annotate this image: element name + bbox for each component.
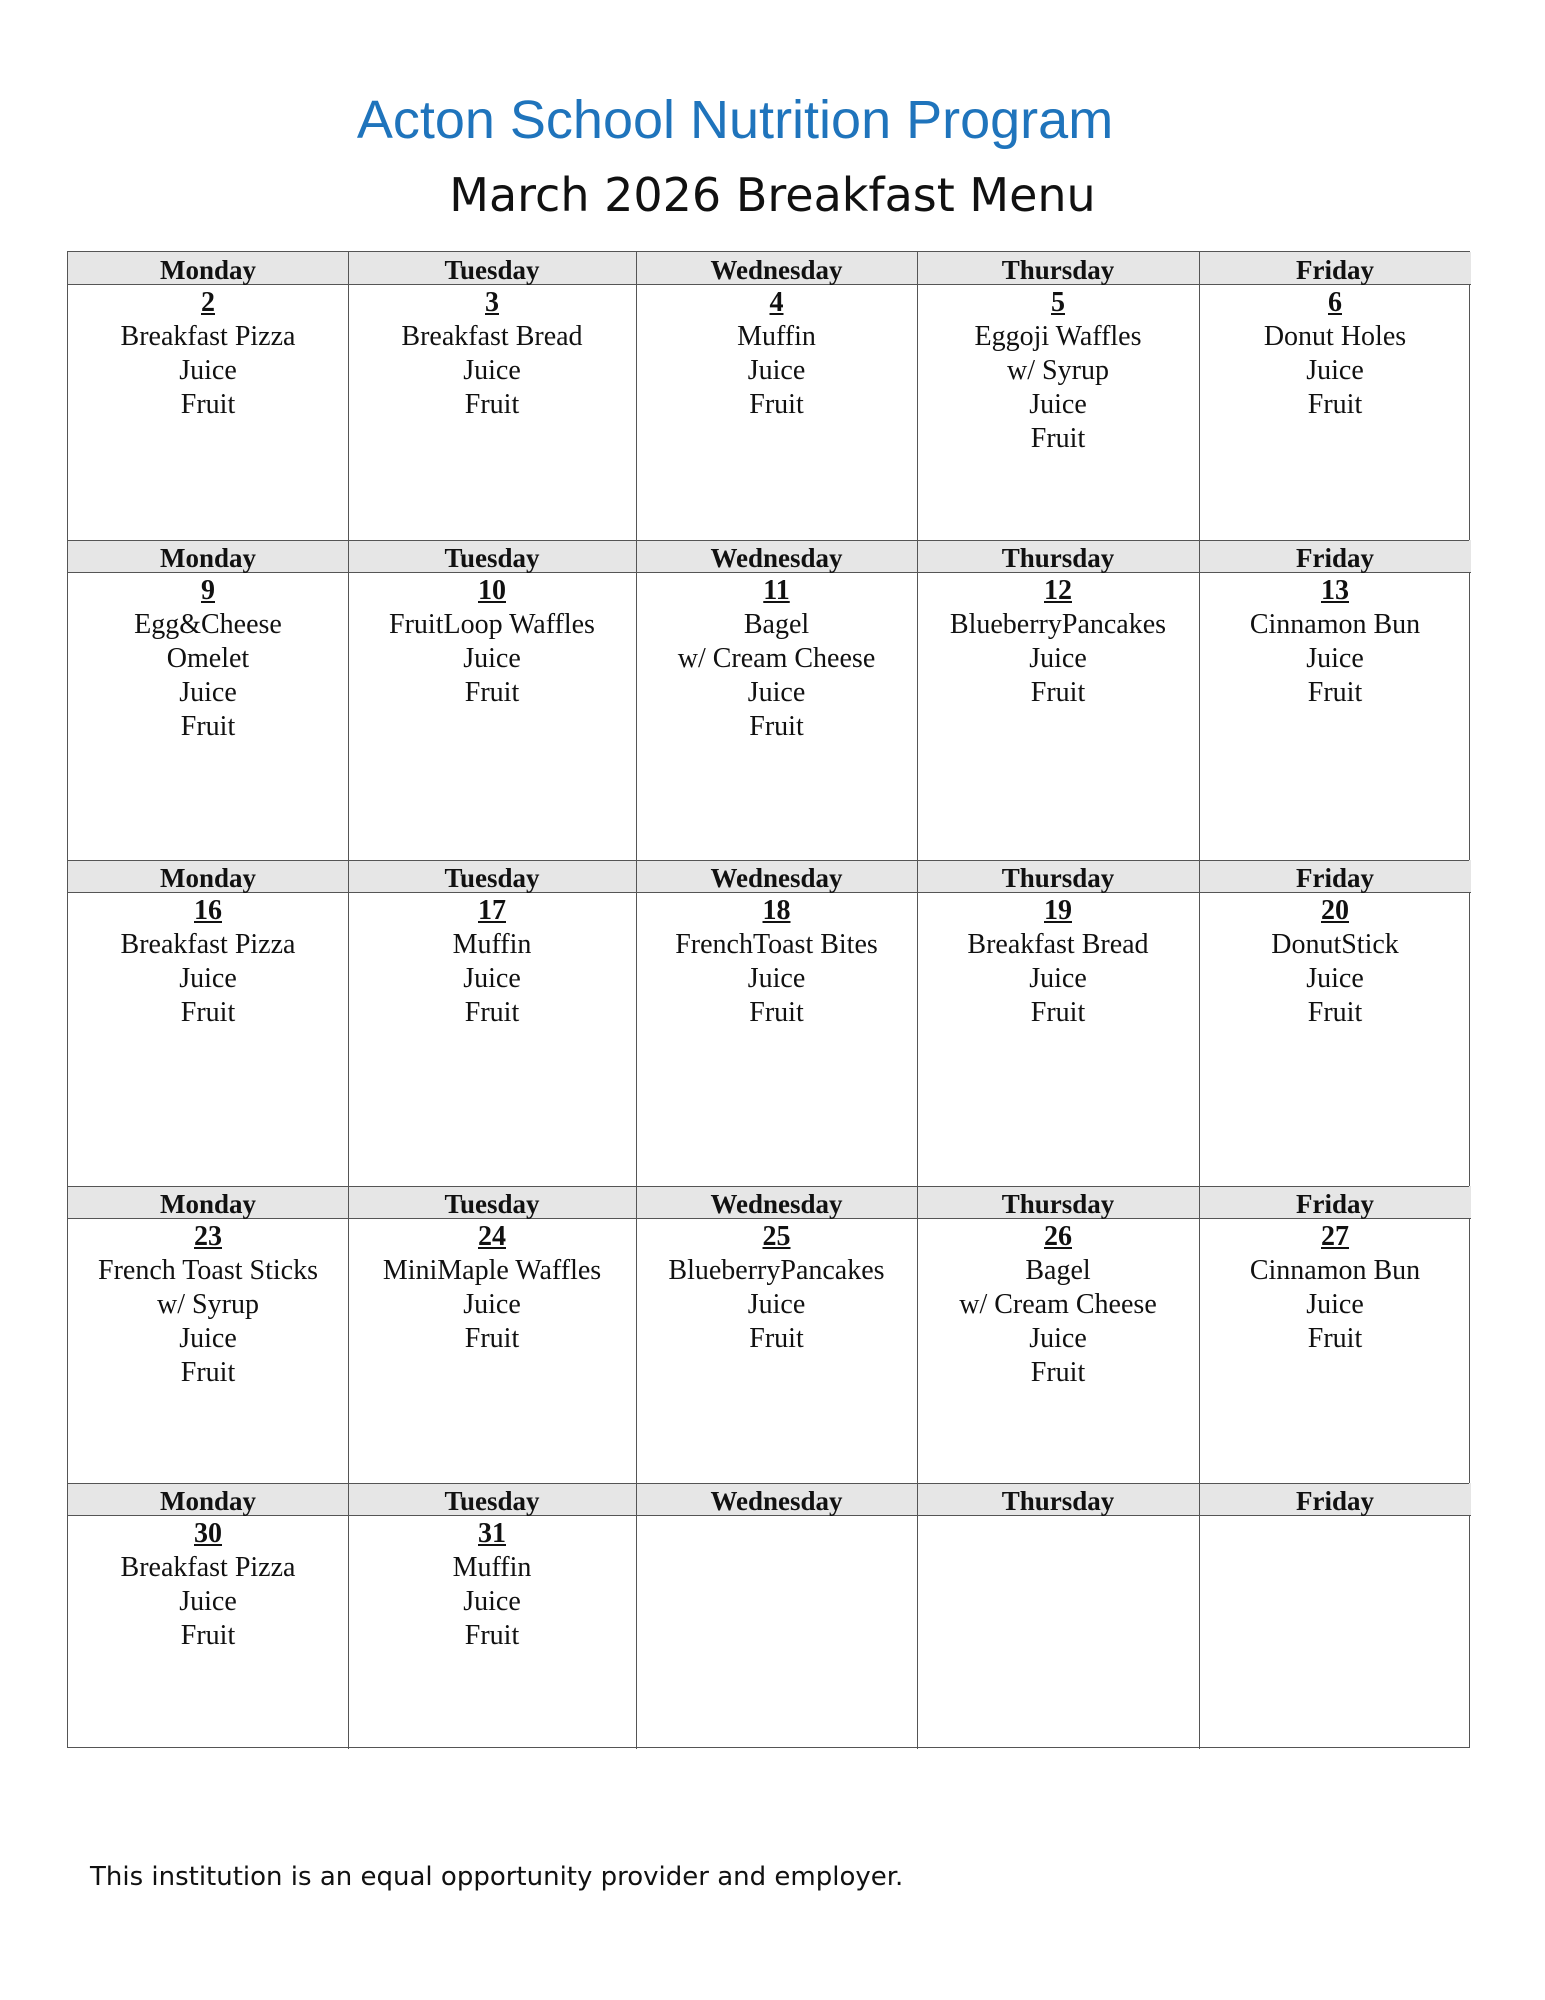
day-cell <box>636 285 917 540</box>
day-cell <box>1199 285 1471 540</box>
program-title: Acton School Nutrition Program <box>356 90 1114 150</box>
day-cell <box>917 285 1199 540</box>
week-row <box>68 1483 1469 1749</box>
day-header: Tuesday <box>348 1186 636 1219</box>
day-cell <box>1199 1219 1471 1483</box>
day-date: 18 <box>762 895 791 926</box>
menu-item: Juice <box>1306 355 1364 386</box>
day-date: 4 <box>769 287 784 318</box>
day-header: Friday <box>1199 1483 1471 1516</box>
menu-item: Breakfast Pizza <box>120 321 296 352</box>
column-divider <box>348 1483 349 1749</box>
day-date: 13 <box>1321 575 1349 606</box>
day-date: 6 <box>1328 287 1342 318</box>
menu-item: DonutStick <box>1271 929 1399 960</box>
column-divider <box>348 1186 349 1483</box>
day-header: Monday <box>68 1483 348 1516</box>
day-header: Tuesday <box>348 540 636 573</box>
menu-item: Fruit <box>749 997 804 1028</box>
menu-item: Donut Holes <box>1263 321 1407 352</box>
menu-item: Fruit <box>464 1620 520 1651</box>
row-divider <box>68 1483 1469 1484</box>
menu-item: Juice <box>463 1289 521 1320</box>
menu-item: Fruit <box>180 997 236 1028</box>
menu-item: Cinnamon Bun <box>1249 1255 1421 1286</box>
day-cell <box>348 1219 636 1483</box>
menu-item: Juice <box>179 1586 237 1617</box>
column-divider <box>1199 1483 1200 1749</box>
menu-item: Fruit <box>1030 997 1086 1028</box>
day-cell <box>917 893 1199 1186</box>
column-divider <box>1199 252 1200 540</box>
menu-item: w/ Syrup <box>1007 355 1109 386</box>
day-date: 5 <box>1051 287 1065 318</box>
day-cell <box>917 1516 1199 1749</box>
menu-item: Omelet <box>166 643 250 674</box>
menu-item: Juice <box>1306 963 1364 994</box>
day-header: Thursday <box>917 1483 1199 1516</box>
day-header: Wednesday <box>636 860 917 893</box>
day-cell <box>636 1516 917 1749</box>
day-cell <box>636 893 917 1186</box>
menu-item: MiniMaple Waffles <box>382 1255 602 1286</box>
day-date: 12 <box>1044 575 1072 606</box>
day-cell <box>917 1219 1199 1483</box>
day-date: 20 <box>1321 895 1349 926</box>
day-cell <box>917 573 1199 860</box>
day-cell <box>636 1219 917 1483</box>
menu-item: BlueberryPancakes <box>949 609 1167 640</box>
menu-item: Juice <box>179 963 237 994</box>
menu-item: Juice <box>747 677 806 708</box>
menu-item: Eggoji Waffles <box>974 321 1142 352</box>
column-divider <box>917 540 918 860</box>
day-cell <box>68 1516 348 1749</box>
day-header: Wednesday <box>636 540 917 573</box>
day-header: Wednesday <box>636 1186 917 1219</box>
day-header: Friday <box>1199 1186 1471 1219</box>
row-divider <box>68 1186 1469 1187</box>
column-divider <box>917 1483 918 1749</box>
menu-item: Fruit <box>180 1357 236 1388</box>
menu-item: Juice <box>463 355 521 386</box>
column-divider <box>348 860 349 1186</box>
menu-item: Juice <box>179 355 237 386</box>
day-cell <box>1199 893 1471 1186</box>
day-header: Thursday <box>917 860 1199 893</box>
menu-item: Fruit <box>464 389 520 420</box>
day-header: Monday <box>68 540 348 573</box>
menu-item: Juice <box>1306 1289 1364 1320</box>
menu-item: Juice <box>1029 643 1087 674</box>
week-row <box>68 540 1469 860</box>
week-row <box>68 1186 1469 1483</box>
day-header: Tuesday <box>348 252 636 285</box>
day-header: Thursday <box>917 252 1199 285</box>
menu-item: Juice <box>1306 643 1364 674</box>
menu-item: Fruit <box>1030 423 1086 454</box>
row-divider <box>68 860 1469 861</box>
menu-item: Breakfast Pizza <box>120 929 296 960</box>
day-date: 10 <box>478 575 506 606</box>
menu-item: Fruit <box>464 997 520 1028</box>
day-date: 2 <box>201 287 215 318</box>
column-divider <box>917 252 918 540</box>
menu-item: Fruit <box>1030 1357 1086 1388</box>
column-divider <box>1199 860 1200 1186</box>
menu-item: Juice <box>179 677 237 708</box>
menu-item: Muffin <box>737 321 816 352</box>
menu-calendar <box>67 251 1470 1748</box>
menu-item: BlueberryPancakes <box>668 1255 885 1286</box>
menu-item: w/ Cream Cheese <box>959 1289 1157 1320</box>
day-header: Monday <box>68 252 348 285</box>
menu-item: Fruit <box>1307 997 1363 1028</box>
column-divider <box>917 1186 918 1483</box>
menu-item: Fruit <box>464 677 520 708</box>
menu-item: Juice <box>463 643 521 674</box>
day-cell <box>68 893 348 1186</box>
menu-item: Fruit <box>1307 1323 1363 1354</box>
day-cell <box>68 573 348 860</box>
day-header: Friday <box>1199 252 1471 285</box>
day-cell <box>636 573 917 860</box>
day-cell <box>68 1219 348 1483</box>
menu-item: Fruit <box>180 389 236 420</box>
day-header: Monday <box>68 1186 348 1219</box>
day-cell <box>1199 1516 1471 1749</box>
day-date: 27 <box>1321 1221 1349 1252</box>
equal-opportunity-statement: This institution is an equal opportunity provider and employer. <box>90 1862 904 1892</box>
menu-item: Fruit <box>749 711 804 742</box>
column-divider <box>917 860 918 1186</box>
day-header: Friday <box>1199 540 1471 573</box>
column-divider <box>1199 1186 1200 1483</box>
day-cell <box>348 285 636 540</box>
day-date: 11 <box>763 575 790 606</box>
menu-item: w/ Cream Cheese <box>677 643 876 674</box>
menu-item: Bagel <box>1025 1255 1091 1286</box>
menu-item: Juice <box>179 1323 237 1354</box>
menu-item: Juice <box>1029 963 1087 994</box>
column-divider <box>636 252 637 540</box>
day-date: 19 <box>1044 895 1072 926</box>
menu-item: French Toast Sticks <box>98 1255 318 1286</box>
day-date: 31 <box>478 1518 506 1549</box>
menu-item: Breakfast Bread <box>401 321 583 352</box>
day-date: 16 <box>194 895 222 926</box>
day-date: 24 <box>478 1221 506 1252</box>
day-date: 26 <box>1044 1221 1072 1252</box>
day-cell <box>348 573 636 860</box>
menu-item: Muffin <box>452 1552 532 1583</box>
day-header: Friday <box>1199 860 1471 893</box>
menu-item: Fruit <box>464 1323 520 1354</box>
menu-title: March 2026 Breakfast Menu <box>449 168 1096 222</box>
menu-item: Juice <box>747 1289 806 1320</box>
day-header: Tuesday <box>348 860 636 893</box>
day-header: Thursday <box>917 1186 1199 1219</box>
day-header: Thursday <box>917 540 1199 573</box>
menu-item: Juice <box>463 963 521 994</box>
menu-item: Juice <box>1029 389 1087 420</box>
column-divider <box>636 1186 637 1483</box>
row-divider <box>68 540 1469 541</box>
menu-item: Fruit <box>1307 677 1363 708</box>
day-header: Monday <box>68 860 348 893</box>
menu-item: Juice <box>463 1586 521 1617</box>
day-cell <box>348 893 636 1186</box>
day-header: Wednesday <box>636 252 917 285</box>
menu-item: FrenchToast Bites <box>675 929 878 960</box>
menu-item: Breakfast Pizza <box>120 1552 296 1583</box>
menu-item: Juice <box>747 963 806 994</box>
column-divider <box>636 540 637 860</box>
day-date: 9 <box>201 575 215 606</box>
day-header: Tuesday <box>348 1483 636 1516</box>
day-date: 17 <box>478 895 506 926</box>
menu-item: Muffin <box>452 929 532 960</box>
column-divider <box>1199 540 1200 860</box>
column-divider <box>348 540 349 860</box>
day-cell <box>68 285 348 540</box>
week-row <box>68 860 1469 1186</box>
day-header: Wednesday <box>636 1483 917 1516</box>
menu-item: Cinnamon Bun <box>1249 609 1421 640</box>
menu-item: Fruit <box>1030 677 1086 708</box>
column-divider <box>348 252 349 540</box>
menu-item: Bagel <box>743 609 810 640</box>
menu-item: Juice <box>1029 1323 1087 1354</box>
column-divider <box>636 860 637 1186</box>
column-divider <box>636 1483 637 1749</box>
day-date: 23 <box>194 1221 222 1252</box>
menu-item: Fruit <box>180 1620 236 1651</box>
menu-item: Fruit <box>749 389 804 420</box>
menu-item: Breakfast Bread <box>967 929 1149 960</box>
week-row <box>68 252 1469 540</box>
menu-item: w/ Syrup <box>157 1289 259 1320</box>
day-date: 25 <box>762 1221 791 1252</box>
menu-item: Juice <box>747 355 806 386</box>
day-date: 30 <box>194 1518 222 1549</box>
day-cell <box>348 1516 636 1749</box>
menu-item: Fruit <box>749 1323 804 1354</box>
menu-item: Fruit <box>1307 389 1363 420</box>
day-cell <box>1199 573 1471 860</box>
menu-item: Egg&Cheese <box>134 609 282 640</box>
menu-item: FruitLoop Waffles <box>389 609 595 640</box>
menu-item: Fruit <box>180 711 236 742</box>
day-date: 3 <box>485 287 499 318</box>
